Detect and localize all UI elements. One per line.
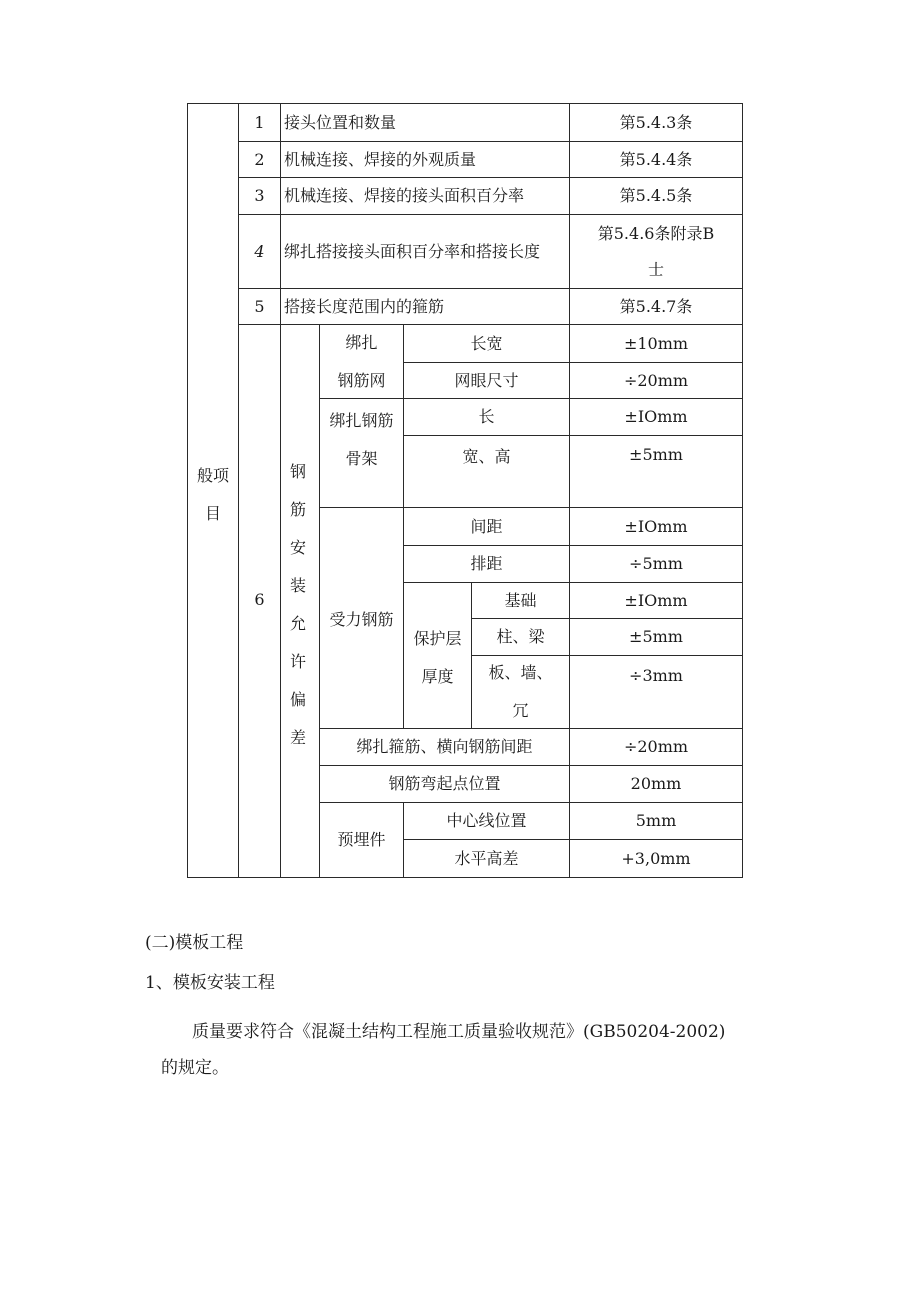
tolerance-value: ÷20mm bbox=[623, 737, 689, 756]
row-number: 6 bbox=[254, 590, 265, 609]
tolerance-value: ÷5mm bbox=[629, 554, 683, 573]
tolerance-item: 绑扎箍筋、横向钢筋间距 bbox=[356, 737, 533, 756]
row-reference: 第5.4.7条 bbox=[619, 296, 693, 316]
paragraph-line-1: 质量要求符合《混凝土结构工程施工质量验收规范》(GB50204-2002) bbox=[192, 1022, 726, 1042]
tolerance-item: 间距 bbox=[470, 516, 503, 536]
group-label: 般项 目 bbox=[196, 466, 229, 523]
tolerance-value: ÷20mm bbox=[623, 370, 689, 390]
embed-label: 预埋件 bbox=[337, 830, 386, 849]
tolerance-value: ±IOmm bbox=[624, 407, 688, 426]
row-reference: 第5.4.4条 bbox=[619, 149, 693, 169]
row-number: 1 bbox=[254, 112, 265, 132]
row6-label: 钢筋 安装 允许 偏差 bbox=[289, 462, 310, 747]
row-item: 绑扎搭接接头面积百分率和搭接长度 bbox=[284, 241, 541, 261]
row-number: 4 bbox=[254, 241, 265, 261]
cover-label: 保护层 厚度 bbox=[413, 629, 462, 686]
mesh-label: 绑扎 钢筋网 bbox=[337, 332, 386, 390]
row-reference: 第5.4.5条 bbox=[619, 186, 693, 205]
tolerance-item: 水平高差 bbox=[454, 848, 519, 868]
row-number: 5 bbox=[254, 296, 265, 316]
tolerance-value: ±IOmm bbox=[624, 516, 688, 536]
paragraph-line-2: 的规定。 bbox=[161, 1058, 229, 1078]
tolerance-item: 柱、梁 bbox=[496, 627, 545, 646]
row-item: 机械连接、焊接的外观质量 bbox=[284, 149, 477, 169]
row-reference: 第5.4.3条 bbox=[619, 112, 693, 132]
tolerance-item: 板、墙、 冗 bbox=[488, 663, 553, 720]
tolerance-item: 排距 bbox=[470, 554, 503, 573]
cage-label: 绑扎钢筋 骨架 bbox=[329, 410, 394, 468]
main-bar-label: 受力钢筋 bbox=[329, 610, 394, 629]
tolerance-value: ÷3mm bbox=[629, 666, 683, 685]
row-reference: 第5.4.6条附录B 士 bbox=[597, 223, 715, 279]
tolerance-item: 长 bbox=[478, 407, 495, 426]
tolerance-value: ±10mm bbox=[623, 333, 689, 353]
row-item: 搭接长度范围内的箍筋 bbox=[284, 296, 445, 316]
tolerance-value: ±IOmm bbox=[624, 590, 688, 610]
tolerance-item: 钢筋弯起点位置 bbox=[388, 774, 501, 793]
subsection-heading: 1、模板安装工程 bbox=[145, 973, 275, 993]
tolerance-item: 网眼尺寸 bbox=[454, 370, 519, 390]
tolerance-value: 5mm bbox=[635, 811, 677, 830]
row-item: 接头位置和数量 bbox=[284, 112, 397, 132]
tolerance-value: ±5mm bbox=[629, 445, 683, 464]
tolerance-value: +3,0mm bbox=[621, 848, 691, 868]
tolerance-value: 20mm bbox=[630, 774, 682, 793]
tolerance-item: 中心线位置 bbox=[446, 811, 527, 830]
tolerance-item: 基础 bbox=[504, 590, 537, 610]
row-item: 机械连接、焊接的接头面积百分率 bbox=[284, 186, 525, 205]
tolerance-item: 长宽 bbox=[470, 333, 503, 353]
section-heading: (二)模板工程 bbox=[145, 933, 244, 953]
row-number: 3 bbox=[254, 186, 265, 205]
tolerance-value: ±5mm bbox=[629, 627, 683, 646]
tolerance-item: 宽、高 bbox=[462, 447, 511, 466]
row-number: 2 bbox=[254, 149, 265, 169]
